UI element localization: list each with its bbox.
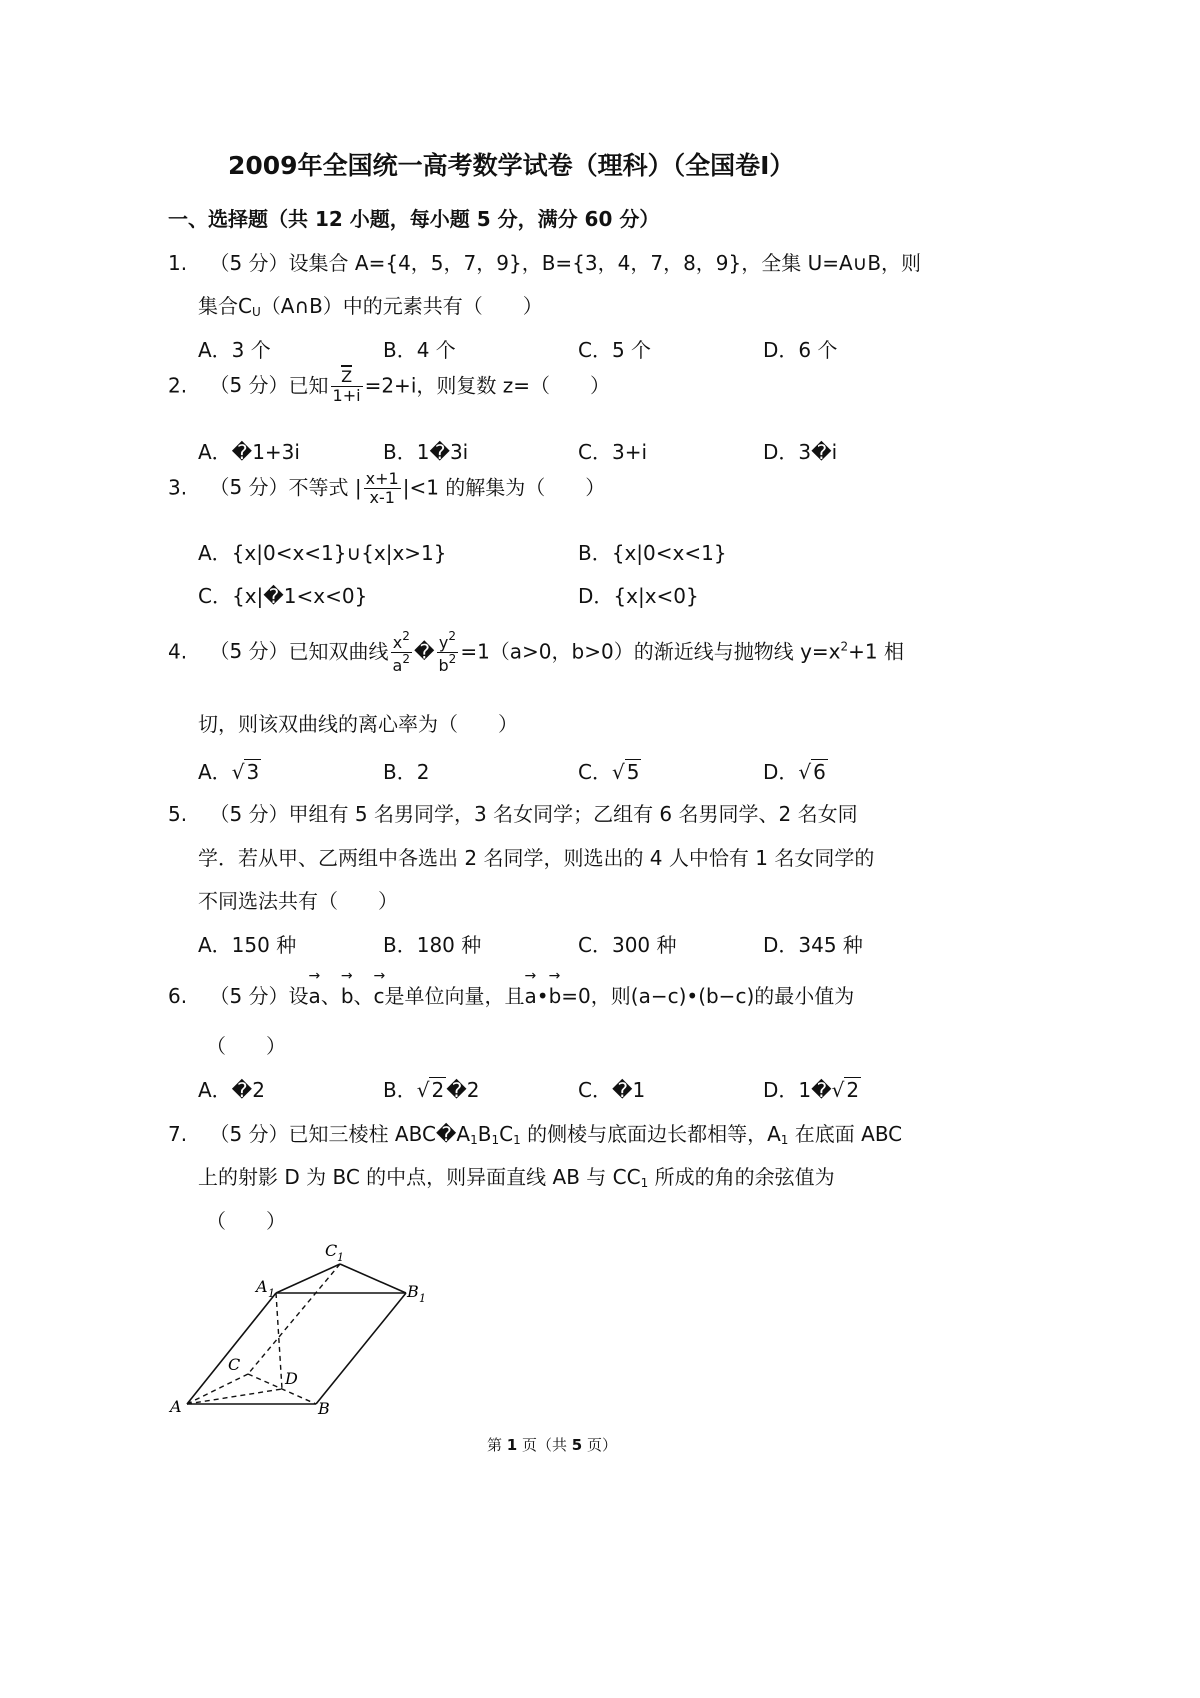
edge-a1-d bbox=[276, 1293, 282, 1389]
question-6-line-1 bbox=[168, 980, 854, 1009]
question-text: 集合 bbox=[198, 294, 238, 318]
vertex-d-label: D bbox=[285, 1369, 298, 1388]
question-text: =2+i，则复数 z=（ ） bbox=[364, 373, 610, 398]
vertex-c-label: C bbox=[228, 1355, 241, 1374]
question-4-line-2: 切，则该双曲线的离心率为（ ） bbox=[198, 712, 518, 736]
fraction-denominator: b bbox=[438, 656, 449, 676]
question-text: 上的射影 D 为 BC 的中点，则异面直线 AB 与 CC bbox=[198, 1165, 641, 1189]
q3-option-d: D．{x|x<0} bbox=[578, 584, 699, 608]
question-text: 是单位向量，且 bbox=[384, 984, 525, 1008]
question-text: 甲组有 5 名男同学，3 名女同学；乙组有 6 名男同学、2 名女同 bbox=[288, 802, 858, 826]
subscript: 1 bbox=[470, 1133, 478, 1147]
q5-option-d: D．345 种 bbox=[763, 933, 863, 957]
option-label: D． bbox=[763, 760, 799, 784]
edge-a1-a bbox=[187, 1293, 276, 1404]
dot-operator: • bbox=[536, 984, 549, 1008]
vector-c: → c bbox=[374, 980, 385, 1008]
footer-text: 第 bbox=[487, 1436, 507, 1454]
vector-a: → a bbox=[309, 980, 321, 1008]
question-number: 5. bbox=[168, 802, 188, 826]
question-number: 6. bbox=[168, 984, 188, 1008]
question-text: 的侧棱与底面边长都相等，A bbox=[520, 1122, 781, 1146]
page-number: 1 bbox=[506, 1436, 518, 1454]
q5-option-a: A．150 种 bbox=[198, 933, 297, 957]
q1-option-b: B．4 个 bbox=[383, 338, 456, 362]
question-5-line-1 bbox=[168, 798, 858, 827]
sqrt: √ 5 bbox=[611, 760, 640, 784]
fraction-numerator: x+1 bbox=[365, 469, 399, 488]
edge-a1-c1 bbox=[276, 1264, 340, 1293]
q4-option-b: B．2 bbox=[383, 760, 430, 784]
dot-operator: • bbox=[686, 984, 699, 1008]
page-title: 2009年全国统一高考数学试卷（理科）（全国卷Ⅰ） bbox=[228, 151, 795, 180]
separator: 、 bbox=[320, 984, 341, 1008]
question-text: 已知 bbox=[288, 373, 329, 398]
question-number: 7. bbox=[168, 1122, 188, 1146]
q1-option-a: A．3 个 bbox=[198, 338, 271, 362]
q2-option-b: B．1�3i bbox=[383, 440, 469, 464]
vertex-b1-label: B bbox=[407, 1282, 419, 1301]
question-text: B bbox=[477, 1122, 492, 1146]
q6-option-a: A．�2 bbox=[198, 1078, 265, 1102]
fraction-x2-a2 bbox=[391, 630, 412, 676]
question-text: 的最小值为 bbox=[754, 984, 855, 1008]
q4-option-d bbox=[763, 756, 828, 785]
vertex-c1-label: C bbox=[325, 1241, 338, 1260]
q4-option-c bbox=[578, 756, 641, 785]
fraction-numerator: y bbox=[438, 633, 449, 652]
radicand: 2 bbox=[431, 1078, 445, 1102]
question-number: 3. bbox=[168, 475, 188, 500]
question-score: （5 分） bbox=[209, 639, 289, 664]
question-text: 已知双曲线 bbox=[288, 639, 389, 664]
q6-option-d bbox=[763, 1074, 861, 1103]
q6-option-b bbox=[383, 1074, 479, 1103]
edge-c1-b1 bbox=[340, 1264, 406, 1293]
fraction-numerator: Z bbox=[341, 367, 353, 386]
question-text: +1 相 bbox=[848, 639, 904, 664]
superscript: 2 bbox=[402, 629, 410, 643]
vector-expression: (b−c) bbox=[698, 984, 755, 1008]
question-1-line-1 bbox=[168, 247, 921, 276]
total-pages: 5 bbox=[571, 1436, 583, 1454]
q5-option-b: B．180 种 bbox=[383, 933, 482, 957]
prism-figure bbox=[150, 1228, 450, 1428]
option-label: C． bbox=[578, 760, 612, 784]
question-6-line-2: （ ） bbox=[206, 1034, 286, 1058]
question-5-line-2: 学．若从甲、乙两组中各选出 2 名同学，则选出的 4 人中恰有 1 名女同学的 bbox=[198, 846, 875, 870]
sqrt: √ 3 bbox=[231, 760, 260, 784]
vertex-a-label: A bbox=[170, 1397, 182, 1416]
question-text: 在底面 ABC bbox=[788, 1122, 903, 1146]
superscript: 2 bbox=[448, 629, 456, 643]
separator: 、 bbox=[353, 984, 374, 1008]
sqrt: √ 2 bbox=[831, 1078, 860, 1102]
radicand: 6 bbox=[813, 760, 826, 784]
question-text: （A∩B）中的元素共有（ ） bbox=[260, 294, 543, 318]
edge-a-d bbox=[187, 1389, 282, 1404]
sqrt: √ 2 bbox=[416, 1078, 445, 1102]
question-7-line-2 bbox=[198, 1161, 835, 1190]
vector-expression: (a−c) bbox=[630, 984, 687, 1008]
question-number: 1. bbox=[168, 251, 188, 275]
q2-option-d: D．3�i bbox=[763, 440, 838, 464]
vertex-b1-subscript: 1 bbox=[419, 1292, 426, 1305]
q1-option-d: D．6 个 bbox=[763, 338, 838, 362]
q5-option-c: C．300 种 bbox=[578, 933, 677, 957]
option-label: B． bbox=[383, 1078, 417, 1102]
vector-b: → b bbox=[549, 980, 562, 1008]
option-label: A． bbox=[198, 760, 232, 784]
vector-a: → a bbox=[525, 980, 537, 1008]
radicand: 3 bbox=[246, 760, 260, 784]
section-heading: 一、选择题（共 12 小题，每小题 5 分，满分 60 分） bbox=[168, 207, 660, 231]
page-footer bbox=[487, 1434, 617, 1455]
fraction bbox=[331, 368, 363, 406]
question-text: 设 bbox=[288, 984, 309, 1008]
fraction-y2-b2 bbox=[437, 630, 459, 676]
vertex-c1-subscript: 1 bbox=[337, 1251, 344, 1264]
option-text: �2 bbox=[446, 1078, 480, 1102]
subscript: 1 bbox=[513, 1133, 521, 1147]
q3-option-b: B．{x|0<x<1} bbox=[578, 541, 727, 565]
superscript: 2 bbox=[448, 652, 457, 667]
question-7-line-3: （ ） bbox=[206, 1209, 286, 1233]
question-2-line-1 bbox=[168, 368, 610, 406]
question-1-line-2 bbox=[198, 290, 543, 319]
question-text: |<1 的解集为（ ） bbox=[402, 475, 606, 500]
question-4-line-1 bbox=[168, 630, 904, 676]
fraction-denominator: 1+i bbox=[332, 386, 361, 406]
sqrt: √ 6 bbox=[798, 760, 826, 784]
footer-text: 页（共 bbox=[517, 1436, 572, 1454]
question-text: 不等式 | bbox=[288, 475, 362, 500]
question-7-line-1 bbox=[168, 1118, 902, 1147]
radicand: 5 bbox=[626, 760, 640, 784]
question-5-line-3: 不同选法共有（ ） bbox=[198, 889, 398, 913]
superscript: 2 bbox=[402, 652, 410, 667]
fraction-numerator: x bbox=[392, 633, 403, 652]
vertex-a1-label: A bbox=[256, 1277, 268, 1296]
edge-b1-b bbox=[316, 1293, 406, 1404]
vector-b: → b bbox=[341, 980, 354, 1008]
vertex-b-label: B bbox=[318, 1399, 330, 1418]
q2-option-a: A．�1+3i bbox=[198, 440, 300, 464]
question-text: 已知三棱柱 ABC�A bbox=[288, 1122, 471, 1146]
vertex-a1-subscript: 1 bbox=[268, 1287, 275, 1300]
question-number: 4. bbox=[168, 639, 188, 664]
q4-option-a bbox=[198, 756, 261, 785]
question-number: 2. bbox=[168, 373, 188, 398]
fraction bbox=[364, 470, 401, 508]
complement-subscript: U bbox=[251, 305, 261, 319]
superscript: 2 bbox=[840, 639, 849, 654]
question-score: （5 分） bbox=[209, 475, 289, 500]
question-score: （5 分） bbox=[209, 251, 289, 275]
minus-glyph: � bbox=[414, 639, 435, 664]
question-text: 所成的角的余弦值为 bbox=[648, 1165, 835, 1189]
footer-text: 页） bbox=[582, 1436, 617, 1454]
question-score: （5 分） bbox=[209, 373, 289, 398]
question-3-line-1 bbox=[168, 470, 605, 508]
q1-option-c: C．5 个 bbox=[578, 338, 652, 362]
question-score: （5 分） bbox=[209, 984, 289, 1008]
question-score: （5 分） bbox=[209, 802, 289, 826]
subscript: 1 bbox=[491, 1133, 500, 1147]
question-text: 设集合 A={4，5，7，9}，B={3，4，7，8，9}，全集 U=A∪B，则 bbox=[288, 251, 922, 275]
q6-option-c: C．�1 bbox=[578, 1078, 646, 1102]
q3-option-a: A．{x|0<x<1}∪{x|x>1} bbox=[198, 541, 447, 565]
radicand: 2 bbox=[846, 1078, 860, 1102]
fraction-denominator: x-1 bbox=[369, 488, 395, 508]
question-score: （5 分） bbox=[209, 1122, 289, 1146]
question-text: =1（a>0，b>0）的渐近线与抛物线 y=x bbox=[460, 639, 841, 664]
subscript: 1 bbox=[640, 1176, 649, 1190]
q3-option-c: C．{x|�1<x<0} bbox=[198, 584, 368, 608]
q2-option-c: C．3+i bbox=[578, 440, 648, 464]
complement-symbol: C bbox=[238, 294, 252, 318]
option-label: D．1� bbox=[763, 1078, 832, 1102]
fraction-denominator: a bbox=[392, 656, 403, 676]
subscript: 1 bbox=[780, 1133, 789, 1147]
question-text: C bbox=[499, 1122, 514, 1146]
question-text: =0，则 bbox=[561, 984, 631, 1008]
